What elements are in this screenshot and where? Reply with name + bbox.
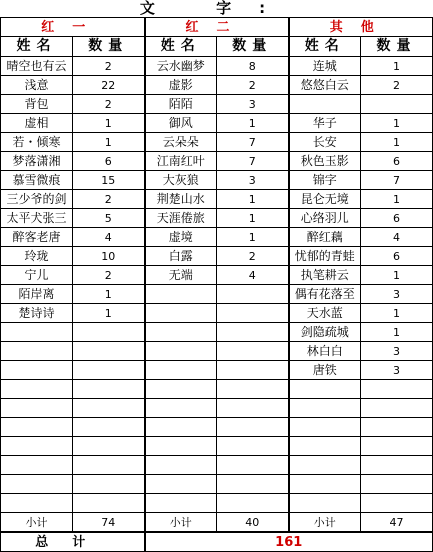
qty-cell[interactable]: 6 xyxy=(361,209,433,228)
name-cell[interactable]: 陌岸离 xyxy=(1,285,73,304)
name-cell[interactable]: 忧郁的青蛙 xyxy=(289,247,361,266)
name-cell[interactable]: 白露 xyxy=(145,247,217,266)
name-cell[interactable]: 长安 xyxy=(289,133,361,152)
name-cell[interactable]: 太平犬张三 xyxy=(1,209,73,228)
title-row xyxy=(1,0,433,18)
qty-cell[interactable]: 1 xyxy=(73,114,145,133)
name-cell[interactable]: 剑隐疏城 xyxy=(289,323,361,342)
qty-cell[interactable] xyxy=(217,285,289,304)
table-row xyxy=(1,190,433,209)
qty-cell[interactable] xyxy=(361,380,433,399)
qty-cell[interactable] xyxy=(73,437,145,456)
qty-cell[interactable]: 15 xyxy=(73,171,145,190)
qty-cell[interactable] xyxy=(217,475,289,494)
table-row xyxy=(1,266,433,285)
qty-cell[interactable]: 1 xyxy=(73,304,145,323)
qty-cell[interactable]: 1 xyxy=(217,190,289,209)
qty-cell[interactable]: 4 xyxy=(217,266,289,285)
qty-cell[interactable]: 10 xyxy=(73,247,145,266)
table-row xyxy=(1,95,433,114)
col-header-qty[interactable]: 数量 xyxy=(361,37,433,57)
qty-cell[interactable]: 3 xyxy=(361,361,433,380)
name-cell[interactable] xyxy=(145,304,217,323)
qty-cell[interactable]: 1 xyxy=(217,209,289,228)
table-row xyxy=(1,171,433,190)
table-row xyxy=(1,209,433,228)
name-cell[interactable]: 宁儿 xyxy=(1,266,73,285)
name-cell[interactable] xyxy=(1,475,73,494)
qty-cell[interactable] xyxy=(73,323,145,342)
col-header-name[interactable]: 姓名 xyxy=(289,37,361,57)
table-row xyxy=(1,76,433,95)
name-cell[interactable] xyxy=(145,494,217,513)
name-cell[interactable]: 林白白 xyxy=(289,342,361,361)
table-row xyxy=(1,437,433,456)
name-cell[interactable]: 御风 xyxy=(145,114,217,133)
name-cell[interactable] xyxy=(145,380,217,399)
name-cell[interactable]: 晴空也有云 xyxy=(1,57,73,76)
name-cell[interactable]: 唐铁 xyxy=(289,361,361,380)
table-row xyxy=(1,399,433,418)
table-row xyxy=(1,342,433,361)
qty-cell[interactable] xyxy=(73,361,145,380)
qty-cell[interactable]: 7 xyxy=(361,171,433,190)
name-cell[interactable]: 三少爷的剑 xyxy=(1,190,73,209)
qty-cell[interactable] xyxy=(217,342,289,361)
name-cell[interactable] xyxy=(289,475,361,494)
qty-cell[interactable]: 1 xyxy=(361,57,433,76)
qty-cell[interactable]: 1 xyxy=(361,304,433,323)
qty-cell[interactable]: 1 xyxy=(361,114,433,133)
qty-cell[interactable] xyxy=(361,95,433,114)
table-row xyxy=(1,380,433,399)
name-cell[interactable] xyxy=(1,342,73,361)
name-cell[interactable]: 执笔耕云 xyxy=(289,266,361,285)
qty-cell[interactable]: 7 xyxy=(217,152,289,171)
qty-cell[interactable] xyxy=(361,399,433,418)
qty-cell[interactable]: 4 xyxy=(73,228,145,247)
name-cell[interactable]: 虚境 xyxy=(145,228,217,247)
qty-cell[interactable] xyxy=(73,456,145,475)
name-cell[interactable]: 心络羽儿 xyxy=(289,209,361,228)
qty-cell[interactable]: 1 xyxy=(217,228,289,247)
table-row xyxy=(1,323,433,342)
name-cell[interactable] xyxy=(1,456,73,475)
qty-cell[interactable]: 1 xyxy=(73,133,145,152)
subtotal-label[interactable]: 小计 xyxy=(289,513,361,533)
qty-cell[interactable] xyxy=(217,437,289,456)
subtotal-row xyxy=(1,513,433,533)
name-cell[interactable]: 玲珑 xyxy=(1,247,73,266)
name-cell[interactable] xyxy=(145,361,217,380)
name-cell[interactable]: 秋色玉影 xyxy=(289,152,361,171)
qty-cell[interactable]: 3 xyxy=(217,95,289,114)
qty-cell[interactable] xyxy=(73,342,145,361)
group-row xyxy=(1,18,433,37)
name-cell[interactable]: 醉客老唐 xyxy=(1,228,73,247)
qty-cell[interactable]: 6 xyxy=(73,152,145,171)
name-cell[interactable]: 若・倾寒 xyxy=(1,133,73,152)
name-cell[interactable] xyxy=(145,323,217,342)
qty-cell[interactable]: 6 xyxy=(361,247,433,266)
table-row xyxy=(1,475,433,494)
col-header-name[interactable]: 姓名 xyxy=(1,37,73,57)
qty-cell[interactable] xyxy=(217,456,289,475)
name-cell[interactable]: 无端 xyxy=(145,266,217,285)
qty-cell[interactable] xyxy=(361,494,433,513)
table-row xyxy=(1,114,433,133)
name-cell[interactable]: 悠悠白云 xyxy=(289,76,361,95)
table-row xyxy=(1,152,433,171)
name-cell[interactable]: 云朵朵 xyxy=(145,133,217,152)
name-cell[interactable]: 楚诗诗 xyxy=(1,304,73,323)
subtotal-value[interactable]: 40 xyxy=(217,513,289,533)
table-row xyxy=(1,361,433,380)
qty-cell[interactable] xyxy=(361,456,433,475)
qty-cell[interactable] xyxy=(217,418,289,437)
name-cell[interactable]: 江南红叶 xyxy=(145,152,217,171)
qty-cell[interactable]: 1 xyxy=(217,114,289,133)
table-row xyxy=(1,418,433,437)
name-cell[interactable] xyxy=(289,494,361,513)
name-cell[interactable] xyxy=(145,399,217,418)
group-hong-yi[interactable]: 红一 xyxy=(1,18,145,37)
qty-cell[interactable]: 1 xyxy=(73,285,145,304)
table-row xyxy=(1,304,433,323)
table-row xyxy=(1,228,433,247)
subtotal-value[interactable]: 47 xyxy=(361,513,433,533)
qty-cell[interactable] xyxy=(73,399,145,418)
qty-cell[interactable]: 4 xyxy=(361,228,433,247)
sheet-title: 文 字: xyxy=(1,0,433,18)
qty-cell[interactable] xyxy=(73,475,145,494)
group-qita[interactable]: 其他 xyxy=(289,18,433,37)
qty-cell[interactable]: 3 xyxy=(217,171,289,190)
name-cell[interactable]: 华子 xyxy=(289,114,361,133)
name-cell[interactable] xyxy=(289,437,361,456)
qty-cell[interactable] xyxy=(73,494,145,513)
name-cell[interactable] xyxy=(145,285,217,304)
qty-cell[interactable] xyxy=(361,418,433,437)
qty-cell[interactable] xyxy=(361,437,433,456)
name-cell[interactable]: 慕雪微痕 xyxy=(1,171,73,190)
qty-cell[interactable] xyxy=(217,304,289,323)
name-cell[interactable] xyxy=(1,361,73,380)
name-cell[interactable] xyxy=(145,342,217,361)
qty-cell[interactable]: 3 xyxy=(361,285,433,304)
name-cell[interactable] xyxy=(1,437,73,456)
qty-cell[interactable] xyxy=(73,418,145,437)
table-row xyxy=(1,494,433,513)
name-cell[interactable] xyxy=(145,456,217,475)
name-cell[interactable]: 荆楚山水 xyxy=(145,190,217,209)
table-row xyxy=(1,133,433,152)
col-header-name[interactable]: 姓名 xyxy=(145,37,217,57)
qty-cell[interactable] xyxy=(217,494,289,513)
header-row xyxy=(1,37,433,57)
name-cell[interactable]: 虚相 xyxy=(1,114,73,133)
qty-cell[interactable]: 5 xyxy=(73,209,145,228)
name-cell[interactable]: 背包 xyxy=(1,95,73,114)
qty-cell[interactable]: 1 xyxy=(361,133,433,152)
name-cell[interactable]: 昆仑无境 xyxy=(289,190,361,209)
name-cell[interactable] xyxy=(289,418,361,437)
qty-cell[interactable]: 2 xyxy=(217,247,289,266)
qty-cell[interactable]: 2 xyxy=(73,266,145,285)
qty-cell[interactable]: 3 xyxy=(361,342,433,361)
table-row xyxy=(1,456,433,475)
qty-cell[interactable]: 6 xyxy=(361,152,433,171)
name-cell[interactable]: 云水幽梦 xyxy=(145,57,217,76)
table-row xyxy=(1,285,433,304)
name-cell[interactable]: 梦落潇湘 xyxy=(1,152,73,171)
total-value[interactable]: 161 xyxy=(145,532,433,552)
qty-cell[interactable]: 2 xyxy=(361,76,433,95)
qty-cell[interactable] xyxy=(217,361,289,380)
col-header-qty[interactable]: 数量 xyxy=(73,37,145,57)
qty-cell[interactable] xyxy=(361,475,433,494)
qty-cell[interactable]: 1 xyxy=(361,190,433,209)
qty-cell[interactable]: 8 xyxy=(217,57,289,76)
qty-cell[interactable] xyxy=(217,399,289,418)
name-cell[interactable] xyxy=(1,380,73,399)
name-cell[interactable]: 陌陌 xyxy=(145,95,217,114)
name-cell[interactable] xyxy=(289,399,361,418)
qty-cell[interactable]: 1 xyxy=(361,323,433,342)
group-hong-er[interactable]: 红二 xyxy=(145,18,289,37)
total-row xyxy=(1,532,433,552)
name-cell[interactable]: 天涯倦旅 xyxy=(145,209,217,228)
qty-cell[interactable]: 1 xyxy=(361,266,433,285)
qty-cell[interactable] xyxy=(217,380,289,399)
name-cell[interactable]: 锦字 xyxy=(289,171,361,190)
name-cell[interactable] xyxy=(145,418,217,437)
qty-cell[interactable]: 2 xyxy=(73,190,145,209)
subtotal-label[interactable]: 小计 xyxy=(1,513,73,533)
name-cell[interactable]: 虚影 xyxy=(145,76,217,95)
subtotal-label[interactable]: 小计 xyxy=(145,513,217,533)
name-cell[interactable] xyxy=(145,475,217,494)
qty-cell[interactable] xyxy=(73,380,145,399)
total-label[interactable]: 总计 xyxy=(1,532,145,552)
qty-cell[interactable]: 7 xyxy=(217,133,289,152)
name-cell[interactable] xyxy=(1,399,73,418)
qty-cell[interactable] xyxy=(217,323,289,342)
name-cell[interactable] xyxy=(289,95,361,114)
name-cell[interactable]: 醉红藕 xyxy=(289,228,361,247)
qty-cell[interactable]: 2 xyxy=(73,57,145,76)
col-header-qty[interactable]: 数量 xyxy=(217,37,289,57)
name-cell[interactable]: 浅意 xyxy=(1,76,73,95)
qty-cell[interactable]: 2 xyxy=(217,76,289,95)
subtotal-value[interactable]: 74 xyxy=(73,513,145,533)
qty-cell[interactable]: 2 xyxy=(73,95,145,114)
name-cell[interactable]: 大灰狼 xyxy=(145,171,217,190)
name-cell[interactable] xyxy=(145,437,217,456)
qty-cell[interactable]: 22 xyxy=(73,76,145,95)
name-cell[interactable] xyxy=(1,323,73,342)
table-row xyxy=(1,247,433,266)
table-row xyxy=(1,57,433,76)
name-cell[interactable] xyxy=(289,380,361,399)
name-cell[interactable]: 天水蓝 xyxy=(289,304,361,323)
name-cell[interactable] xyxy=(289,456,361,475)
name-cell[interactable]: 连城 xyxy=(289,57,361,76)
name-cell[interactable]: 偶有花落至 xyxy=(289,285,361,304)
name-cell[interactable] xyxy=(1,494,73,513)
name-cell[interactable] xyxy=(1,418,73,437)
